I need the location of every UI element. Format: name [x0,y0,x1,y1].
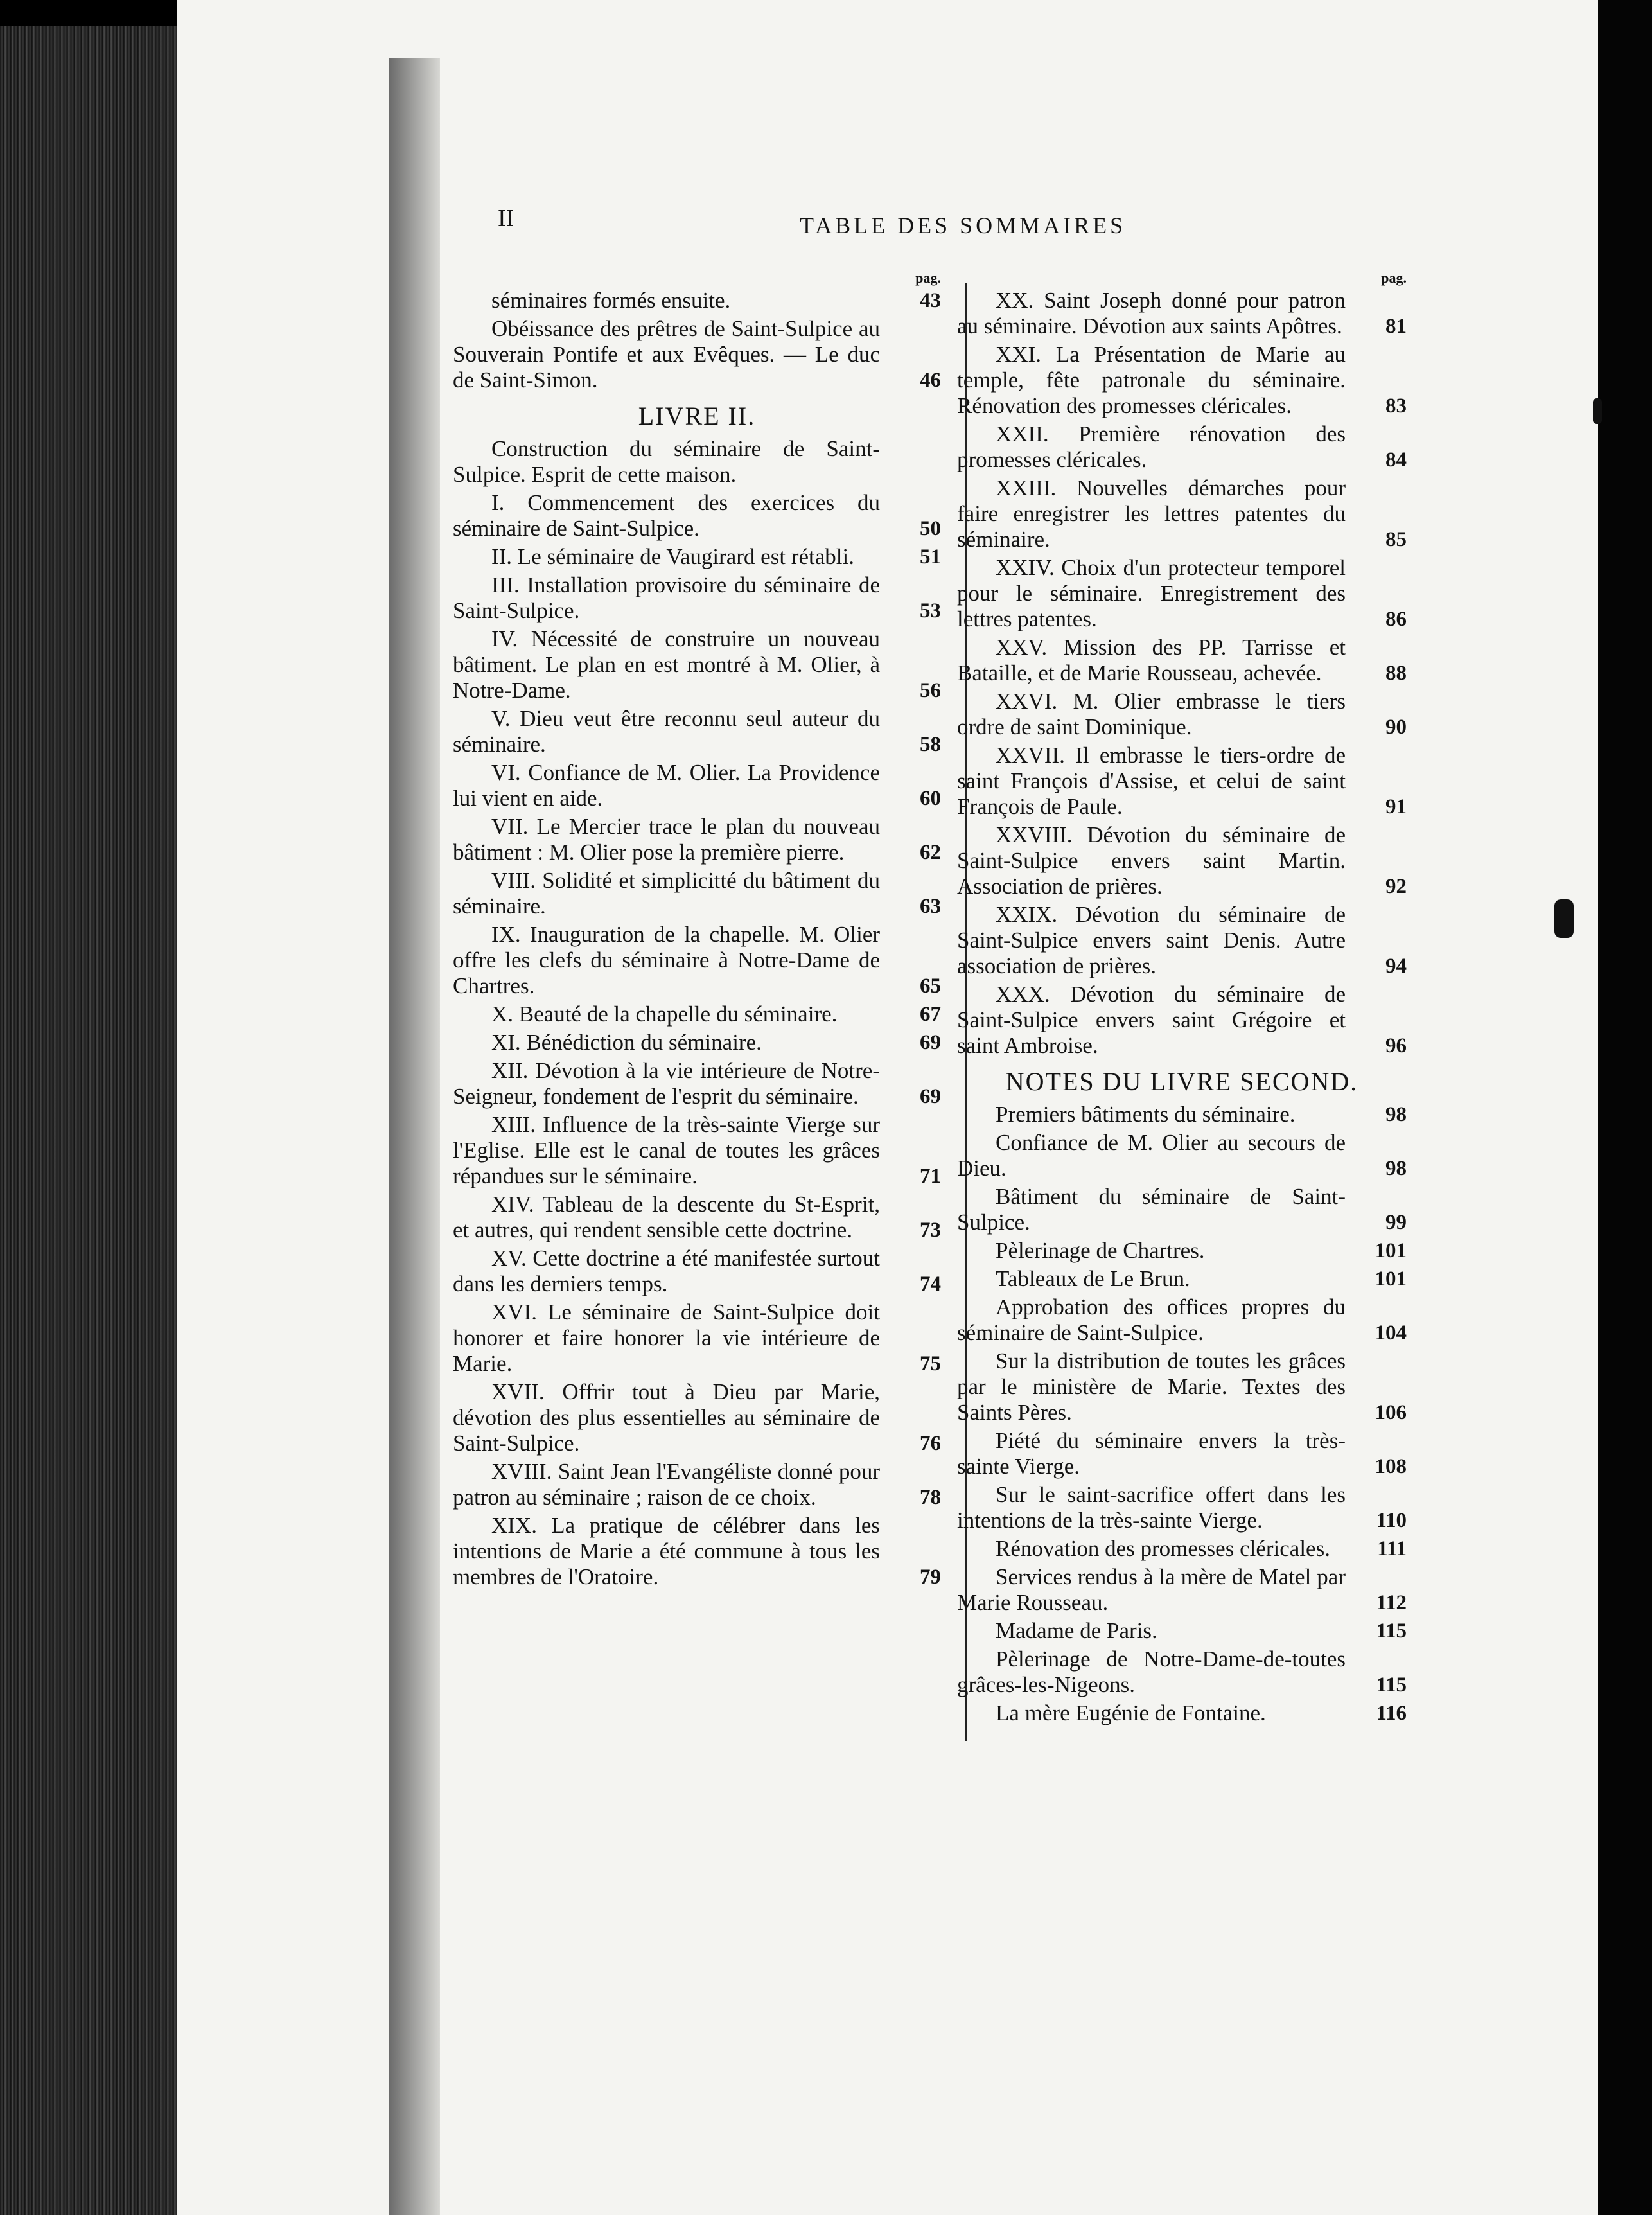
toc-entry [453,1246,941,1297]
entry-text: Pèlerinage de Chartres. [996,1238,1205,1263]
entry-page: 50 [920,517,941,540]
toc-entry [453,1379,941,1456]
entry-page: 58 [920,733,941,756]
entry-text: Sur la distribution de toutes les grâces par le ministère de Marie. Textes des Saints Pères. [957,1348,1346,1425]
toc-entry [957,1482,1407,1533]
entry-text: XIX. La pratique de célébrer dans les intentions de Marie a été commune à tous les membres de l'Oratoire. [453,1513,880,1589]
entry-page: 98 [1385,1157,1407,1180]
entry-text: XXIV. Choix d'un protecteur temporel pour le séminaire. Enregistrement des lettres patentes. [957,555,1346,631]
entry-page: 92 [1385,875,1407,898]
entry-text: XII. Dévotion à la vie intérieure de Notre-Seigneur, fondement de l'esprit du séminaire. [453,1058,880,1109]
toc-entry [453,760,941,811]
toc-entry [957,555,1407,632]
entry-page: 75 [920,1352,941,1375]
section-title: NOTES DU LIVRE SECOND. [1005,1067,1358,1096]
entry-page: 104 [1375,1321,1407,1345]
entry-page: 115 [1376,1619,1407,1643]
entry-text: Piété du séminaire envers la très-sainte Vierge. [957,1428,1346,1479]
toc-entry [453,1112,941,1189]
toc-entry [453,1058,941,1109]
entry-page: 111 [1377,1537,1407,1560]
entry-text: Construction du séminaire de Saint-Sulpice. Esprit de cette maison. [453,436,880,487]
toc-entry [453,706,941,757]
entry-page: 88 [1385,662,1407,685]
toc-entry [957,1700,1407,1726]
toc-entry [957,689,1407,740]
entry-text: XXVI. M. Olier embrasse le tiers ordre de saint Dominique. [957,689,1346,739]
toc-entry [957,1646,1407,1698]
entry-page: 98 [1385,1103,1407,1126]
entry-page: 110 [1376,1509,1407,1532]
toc-entry [957,288,1407,339]
page-shadow [389,58,440,2215]
entry-page: 76 [920,1432,941,1455]
entry-text: Services rendus à la mère de Matel par Marie Rousseau. [957,1564,1346,1615]
entry-text: Rénovation des promesses cléricales. [996,1536,1330,1561]
entry-page: 108 [1375,1455,1407,1478]
entry-page: 101 [1375,1239,1407,1262]
toc-entry [453,1459,941,1510]
ink-mark [1593,398,1602,424]
entry-text: XXI. La Présentation de Marie au temple, fête patronale du séminaire. Rénovation des promesses cléricales. [957,342,1346,418]
toc-entry [957,421,1407,473]
right-entries [957,288,1407,1059]
toc-entry [957,822,1407,899]
entry-page: 115 [1376,1673,1407,1697]
toc-entry [957,982,1407,1059]
toc-entry [453,1002,941,1027]
entry-text: XVIII. Saint Jean l'Evangéliste donné pour patron au séminaire ; raison de ce choix. [453,1459,880,1510]
entry-text: III. Installation provisoire du séminaire de Saint-Sulpice. [453,572,880,623]
entry-text: XV. Cette doctrine a été manifestée surtout dans les derniers temps. [453,1246,880,1296]
toc-entry [957,1184,1407,1235]
entry-page: 106 [1375,1401,1407,1424]
entry-page: 96 [1385,1034,1407,1057]
entry-page: 81 [1385,315,1407,338]
entry-text: Confiance de M. Olier au secours de Dieu. [957,1130,1346,1181]
toc-entry [957,1564,1407,1616]
entry-text: VIII. Solidité et simplicitté du bâtiment du séminaire. [453,868,880,919]
gutter [1598,0,1652,2215]
entry-text: XXIX. Dévotion du séminaire de Saint-Sulpice envers saint Denis. Autre association de prières. [957,902,1346,978]
entry-text: XXII. Première rénovation des promesses cléricales. [957,421,1346,472]
entry-text: Sur le saint-sacrifice offert dans les intentions de la très-sainte Vierge. [957,1482,1346,1533]
toc-entry [957,902,1407,979]
toc-entry [453,1030,941,1055]
entry-text: Approbation des offices propres du séminaire de Saint-Sulpice. [957,1294,1346,1345]
right-notes [957,1102,1407,1726]
toc-entry [957,1238,1407,1264]
entry-text: XXVIII. Dévotion du séminaire de Saint-Sulpice envers saint Martin. Association de prières. [957,822,1346,899]
entry-page: 101 [1375,1267,1407,1291]
entry-page: 99 [1385,1211,1407,1234]
entry-page: 79 [920,1566,941,1589]
toc-entry [453,922,941,999]
toc-entry [453,544,941,570]
toc-entry [453,288,941,313]
entry-text: Obéissance des prêtres de Saint-Sulpice au Souverain Pontife et aux Evêques. — Le duc de Saint-Simon. [453,316,880,393]
entry-page: 46 [920,369,941,392]
entry-page: 69 [920,1031,941,1054]
entry-page: 65 [920,975,941,998]
entry-text: VI. Confiance de M. Olier. La Providence lui vient en aide. [453,760,880,811]
entry-text: X. Beauté de la chapelle du séminaire. [491,1002,838,1027]
entry-text: Bâtiment du séminaire de Saint-Sulpice. [957,1184,1346,1235]
entry-text: XXVII. Il embrasse le tiers-ordre de saint François d'Assise, et celui de saint François de Paule. [957,743,1346,819]
toc-entry [957,1266,1407,1292]
entry-text: XXX. Dévotion du séminaire de Saint-Sulpice envers saint Grégoire et saint Ambroise. [957,982,1346,1058]
entry-page: 74 [920,1273,941,1296]
ink-mark [1554,899,1574,938]
toc-entry [453,626,941,703]
entry-text: XI. Bénédiction du séminaire. [491,1030,762,1055]
toc-entry [453,572,941,624]
entry-page: 116 [1376,1702,1407,1725]
toc-entry [453,1300,941,1377]
entry-page: 85 [1385,528,1407,551]
entry-page: 53 [920,599,941,622]
toc-entry [453,436,941,488]
entry-text: XXIII. Nouvelles démarches pour faire enregistrer les lettres patentes du séminaire. [957,475,1346,552]
entry-text: XXV. Mission des PP. Tarrisse et Bataille, et de Marie Rousseau, achevée. [957,635,1346,685]
entry-text: XIV. Tableau de la descente du St-Esprit, et autres, qui rendent sensible cette doctrine. [453,1192,880,1242]
entry-text: Pèlerinage de Notre-Dame-de-toutes grâces-les-Nigeons. [957,1646,1346,1697]
entry-page: 83 [1385,394,1407,418]
toc-entry [957,475,1407,552]
toc-entry [453,1513,941,1590]
toc-entry [453,814,941,865]
entry-text: II. Le séminaire de Vaugirard est rétabli. [491,544,854,569]
entry-text: Madame de Paris. [996,1618,1157,1643]
entry-page: 62 [920,841,941,864]
toc-entry [957,342,1407,419]
entry-page: 94 [1385,955,1407,978]
toc-entry [957,1428,1407,1479]
toc-entry [453,490,941,542]
toc-entry [453,868,941,919]
entry-text: XX. Saint Joseph donné pour patron au séminaire. Dévotion aux saints Apôtres. [957,288,1346,339]
entry-page: 86 [1385,608,1407,631]
pag-label: pag. [1381,270,1407,286]
entry-text: IV. Nécessité de construire un nouveau bâtiment. Le plan en est montré à M. Olier, à Notre-Dame. [453,626,880,703]
entry-page: 78 [920,1486,941,1509]
pag-label: pag. [915,270,941,286]
entry-text: XVI. Le séminaire de Saint-Sulpice doit honorer et faire honorer la vie intérieure de Marie. [453,1300,880,1376]
entry-text: VII. Le Mercier trace le plan du nouveau bâtiment : M. Olier pose la première pierre. [453,814,880,865]
entry-page: 84 [1385,448,1407,472]
running-title: TABLE DES SOMMAIRES [800,213,1127,238]
entry-text: séminaires formés ensuite. [491,288,731,313]
entry-text: XVII. Offrir tout à Dieu par Marie, dévotion des plus essentielles au séminaire de Saint-Sulpice. [453,1379,880,1456]
entry-page: 71 [920,1165,941,1188]
entry-text: XIII. Influence de la très-sainte Vierge sur l'Eglise. Elle est le canal de toutes les grâces répandues sur le séminaire. [453,1112,880,1188]
toc-entry [453,316,941,393]
right-column [957,270,1407,1729]
entry-page: 56 [920,679,941,702]
entry-page: 43 [920,289,941,312]
toc-entry [957,1536,1407,1562]
entry-text: La mère Eugénie de Fontaine. [996,1700,1266,1725]
toc-entry [957,1348,1407,1425]
entry-page: 51 [920,545,941,569]
toc-entry [957,1130,1407,1181]
section-title: LIVRE II. [638,402,756,430]
entry-page: 112 [1376,1591,1407,1614]
entry-text: Premiers bâtiments du séminaire. [996,1102,1296,1127]
page-folio: II [498,205,514,232]
entry-page: 73 [920,1219,941,1242]
toc-entry [957,1102,1407,1127]
toc-entry [957,635,1407,686]
entry-page: 67 [920,1003,941,1026]
entry-text: Tableaux de Le Brun. [996,1266,1190,1291]
toc-entry [453,1192,941,1243]
entry-page: 91 [1385,795,1407,818]
left-top-entries [453,288,941,393]
entry-text: IX. Inauguration de la chapelle. M. Olier offre les clefs du séminaire à Notre-Dame de Chartres. [453,922,880,998]
left-column [453,270,941,1593]
entry-text: I. Commencement des exercices du séminaire de Saint-Sulpice. [453,490,880,541]
left-entries [453,436,941,1590]
entry-page: 60 [920,787,941,810]
entry-text: V. Dieu veut être reconnu seul auteur du séminaire. [453,706,880,757]
toc-entry [957,1618,1407,1644]
entry-page: 63 [920,895,941,918]
toc-entry [957,1294,1407,1346]
toc-entry [957,743,1407,820]
entry-page: 69 [920,1085,941,1108]
entry-page: 90 [1385,716,1407,739]
